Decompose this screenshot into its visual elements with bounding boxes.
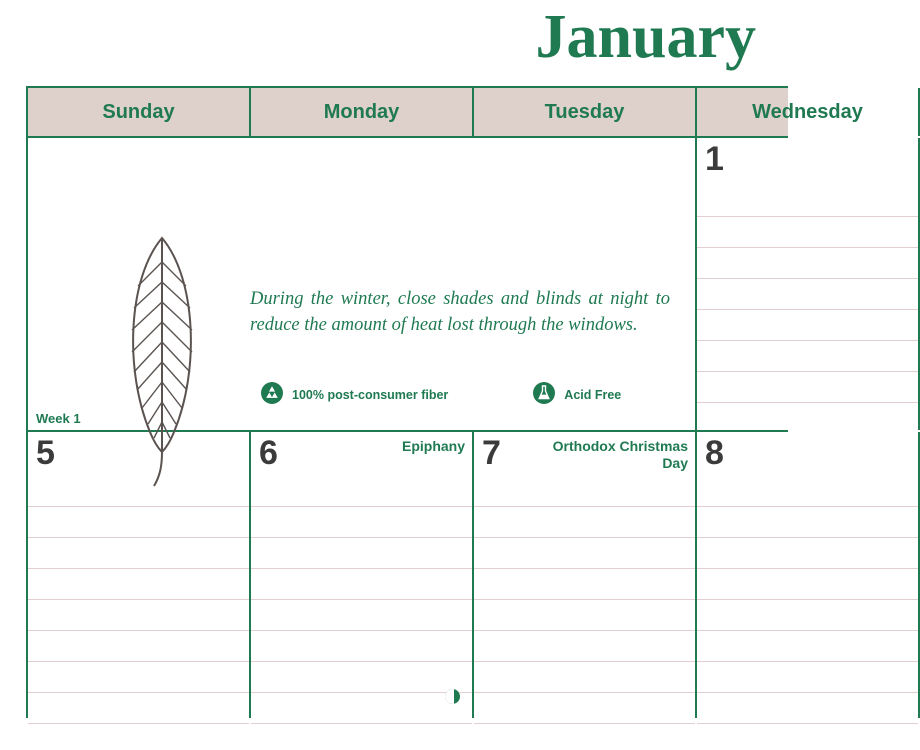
rule-line bbox=[474, 476, 695, 507]
acid-free-badge bbox=[532, 381, 621, 408]
rule-line bbox=[697, 248, 918, 279]
moon-phase-icon bbox=[445, 689, 460, 704]
rule-line bbox=[697, 217, 918, 248]
rule-line bbox=[251, 476, 472, 507]
day-rule-lines bbox=[251, 476, 472, 718]
rule-line bbox=[28, 693, 249, 724]
rule-line bbox=[251, 538, 472, 569]
rule-line bbox=[28, 600, 249, 631]
leaf-illustration bbox=[114, 220, 210, 495]
day-number: 6 bbox=[259, 434, 278, 472]
day-cell-jan-7[interactable] bbox=[474, 432, 697, 718]
day-cell-jan-6[interactable] bbox=[251, 432, 474, 718]
rule-line bbox=[474, 507, 695, 538]
rule-line bbox=[697, 279, 918, 310]
rule-line bbox=[251, 662, 472, 693]
rule-line bbox=[251, 693, 472, 724]
post-consumer-fiber-label: 100% post-consumer fiber bbox=[292, 387, 449, 402]
weekday-header-monday: Monday bbox=[251, 88, 474, 136]
day-cell-jan-8[interactable] bbox=[697, 432, 920, 718]
rule-line bbox=[697, 662, 918, 693]
weekday-header-sunday: Sunday bbox=[28, 88, 251, 136]
day-cell-jan-1[interactable] bbox=[697, 138, 920, 430]
rule-line bbox=[474, 662, 695, 693]
acid-free-label: Acid Free bbox=[564, 387, 622, 402]
rule-line bbox=[697, 569, 918, 600]
rule-line bbox=[251, 631, 472, 662]
rule-line bbox=[28, 507, 249, 538]
weekday-header-row bbox=[28, 88, 863, 138]
rule-line bbox=[28, 569, 249, 600]
rule-line bbox=[697, 600, 918, 631]
rule-line bbox=[28, 662, 249, 693]
rule-line bbox=[251, 507, 472, 538]
calendar-week-row-1 bbox=[28, 138, 788, 430]
badge-row bbox=[260, 381, 680, 408]
rule-line bbox=[251, 569, 472, 600]
rule-line bbox=[474, 693, 695, 724]
rule-line bbox=[474, 569, 695, 600]
day-number: 7 bbox=[482, 434, 501, 472]
rule-line bbox=[251, 600, 472, 631]
rule-line bbox=[28, 538, 249, 569]
day-number: 5 bbox=[36, 434, 55, 472]
weekday-header-tuesday: Tuesday bbox=[474, 88, 697, 136]
rule-line bbox=[474, 538, 695, 569]
week-label: Week 1 bbox=[36, 411, 81, 426]
day-number: 8 bbox=[705, 434, 724, 472]
holiday-label: Orthodox Christmas Day bbox=[552, 438, 688, 471]
post-consumer-fiber-badge bbox=[260, 381, 448, 408]
rule-line bbox=[697, 507, 918, 538]
rule-line bbox=[474, 600, 695, 631]
day-rule-lines bbox=[28, 476, 249, 718]
day-rule-lines bbox=[697, 186, 918, 430]
rule-line bbox=[697, 631, 918, 662]
rule-line bbox=[697, 310, 918, 341]
rule-line bbox=[697, 476, 918, 507]
page-title-bar bbox=[0, 0, 756, 78]
energy-tip-text: During the winter, close shades and blinds at night to reduce the amount of heat lost through the windows. bbox=[250, 289, 670, 335]
rule-line bbox=[28, 631, 249, 662]
holiday-label: Epiphany bbox=[401, 438, 465, 454]
calendar-grid bbox=[26, 86, 863, 718]
flask-icon bbox=[532, 381, 556, 408]
promo-panel bbox=[28, 138, 697, 430]
day-rule-lines bbox=[697, 476, 918, 718]
rule-line bbox=[697, 693, 918, 724]
rule-line bbox=[474, 631, 695, 662]
recycle-icon bbox=[260, 381, 284, 408]
rule-line bbox=[697, 538, 918, 569]
weekday-header-wednesday: Wednesday bbox=[697, 88, 920, 136]
page-title: January bbox=[535, 3, 756, 71]
rule-line bbox=[697, 341, 918, 372]
day-rule-lines bbox=[474, 476, 695, 718]
rule-line bbox=[697, 372, 918, 403]
rule-line bbox=[697, 186, 918, 217]
day-number: 1 bbox=[705, 140, 724, 178]
